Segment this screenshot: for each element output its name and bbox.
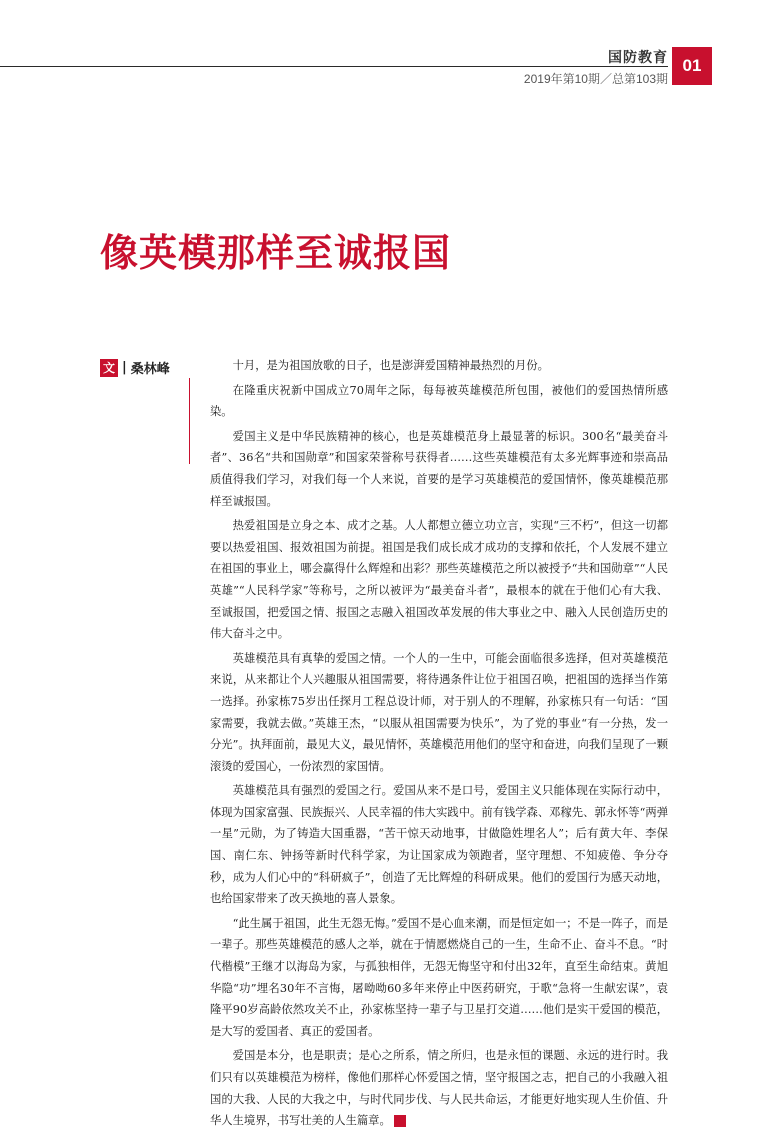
author-name: 桑林峰 xyxy=(130,362,170,377)
byline-separator: | xyxy=(122,360,127,375)
paragraph-text: 爱国是本分，也是职责；是心之所系，情之所归，也是永恒的课题、永远的进行时。我们只有以英雄模范为榜样，像他们那样心怀爱国之情，坚守报国之志，把自己的小我融入祖国的大我、人民的大我之中，与时代同步伐、与人民共命运，才能更好地实现人生价值、升华人生境界，书写壮美的人生篇章。 xyxy=(210,1049,668,1128)
page-number: 01 xyxy=(672,47,712,85)
paragraph: 热爱祖国是立身之本、成才之基。人人都想立德立功立言，实现“三不朽”，但这一切都要以热爱祖国、报效祖国为前提。祖国是我们成长成才成功的支撑和依托，个人发展不建立在祖国的事业上，哪会赢得什么辉煌和出彩？那些英雄模范之所以被授予“共和国勋章”“人民英雄”“人民科学家”等称号，之所以被评为“最美奋斗者”，最根本的就在于他们心有大我、至诚报国，把爱国之情、报国之志融入祖国改革发展的伟大事业之中、融入人民创造历史的伟大奋斗之中。 xyxy=(210,519,668,641)
byline-tag: 文 xyxy=(100,359,118,377)
paragraph: 英雄模范具有真挚的爱国之情。一个人的一生中，可能会面临很多选择，但对英雄模范来说，从来都让个人兴趣服从祖国需要，将待遇条件让位于祖国召唤，把祖国的选择当作第一选择。孙家栋75岁出任探月工程总设计师，对于别人的不理解，孙家栋只有一句话：“国家需要，我就去做。”英雄王杰，“以服从祖国需要为快乐”，为了党的事业“有一分热，发一分光”。执拜面前，最见大义，最见情怀，英雄模范用他们的坚守和奋进，向我们呈现了一颗滚烫的爱国心，一份浓烈的家国情。 xyxy=(210,651,668,773)
article-title: 像英模那样至诚报国 xyxy=(100,231,452,275)
article-body xyxy=(210,355,668,1135)
magazine-header xyxy=(608,50,668,66)
paragraph: “此生属于祖国，此生无怨无悔。”爱国不是心血来潮，而是恒定如一；不是一阵子，而是一辈子。那些英雄模范的感人之举，就在于情愿燃烧自己的一生，生命不止、奋斗不息。“时代楷模”王继才以海岛为家，与孤独相伴，无怨无悔坚守和付出32年，直至生命结束。黄旭华隐“功”埋名30年不言悔，屠呦呦60多年来停止中医药研究，于歌“急将一生献宏谋”，袁隆平90岁高龄依然攻关不止，孙家栋坚持一辈子与卫星打交道……他们是实干爱国的模范，是大写的爱国者、真正的爱国者。 xyxy=(210,916,668,1038)
issue-info: 2019年第10期／总第103期 xyxy=(523,72,668,86)
header-rule xyxy=(0,66,668,67)
paragraph: 十月，是为祖国放歌的日子，也是澎湃爱国精神最热烈的月份。 xyxy=(232,359,549,372)
paragraph-last xyxy=(210,1045,668,1131)
paragraph: 英雄模范具有强烈的爱国之行。爱国从来不是口号，爱国主义只能体现在实际行动中，体现为国家富强、民族振兴、人民幸福的伟大实践中。前有钱学森、邓稼先、郭永怀等“两弹一星”元勋，为了铸造大国重器，“苦干惊天动地事，甘做隐姓埋名人”；后有黄大年、李保国、南仁东、钟扬等新时代科学家，为让国家成为领跑者，坚守理想、不知疲倦、争分夺秒，成为人们心中的“科研疯子”，创造了无比辉煌的科研成果。他们的爱国行为感天动地，也给国家带来了改天换地的喜人景象。 xyxy=(210,784,668,906)
byline xyxy=(100,358,170,377)
byline-rule xyxy=(189,378,190,464)
paragraph: 在隆重庆祝新中国成立70周年之际，每每被英雄模范所包围，被他们的爱国热情所感染。 xyxy=(210,383,668,419)
end-mark-icon: G xyxy=(394,1115,406,1127)
magazine-name: 国防教育 xyxy=(608,50,668,66)
paragraph: 爱国主义是中华民族精神的核心，也是英雄模范身上最显著的标识。300名“最美奋斗者”、36名“共和国勋章”和国家荣誉称号获得者……这些英雄模范有太多光辉事迹和崇高品质值得我们学习，对我们每一个人来说，首要的是学习英雄模范的爱国情怀，像英雄模范那样至诚报国。 xyxy=(210,429,668,508)
